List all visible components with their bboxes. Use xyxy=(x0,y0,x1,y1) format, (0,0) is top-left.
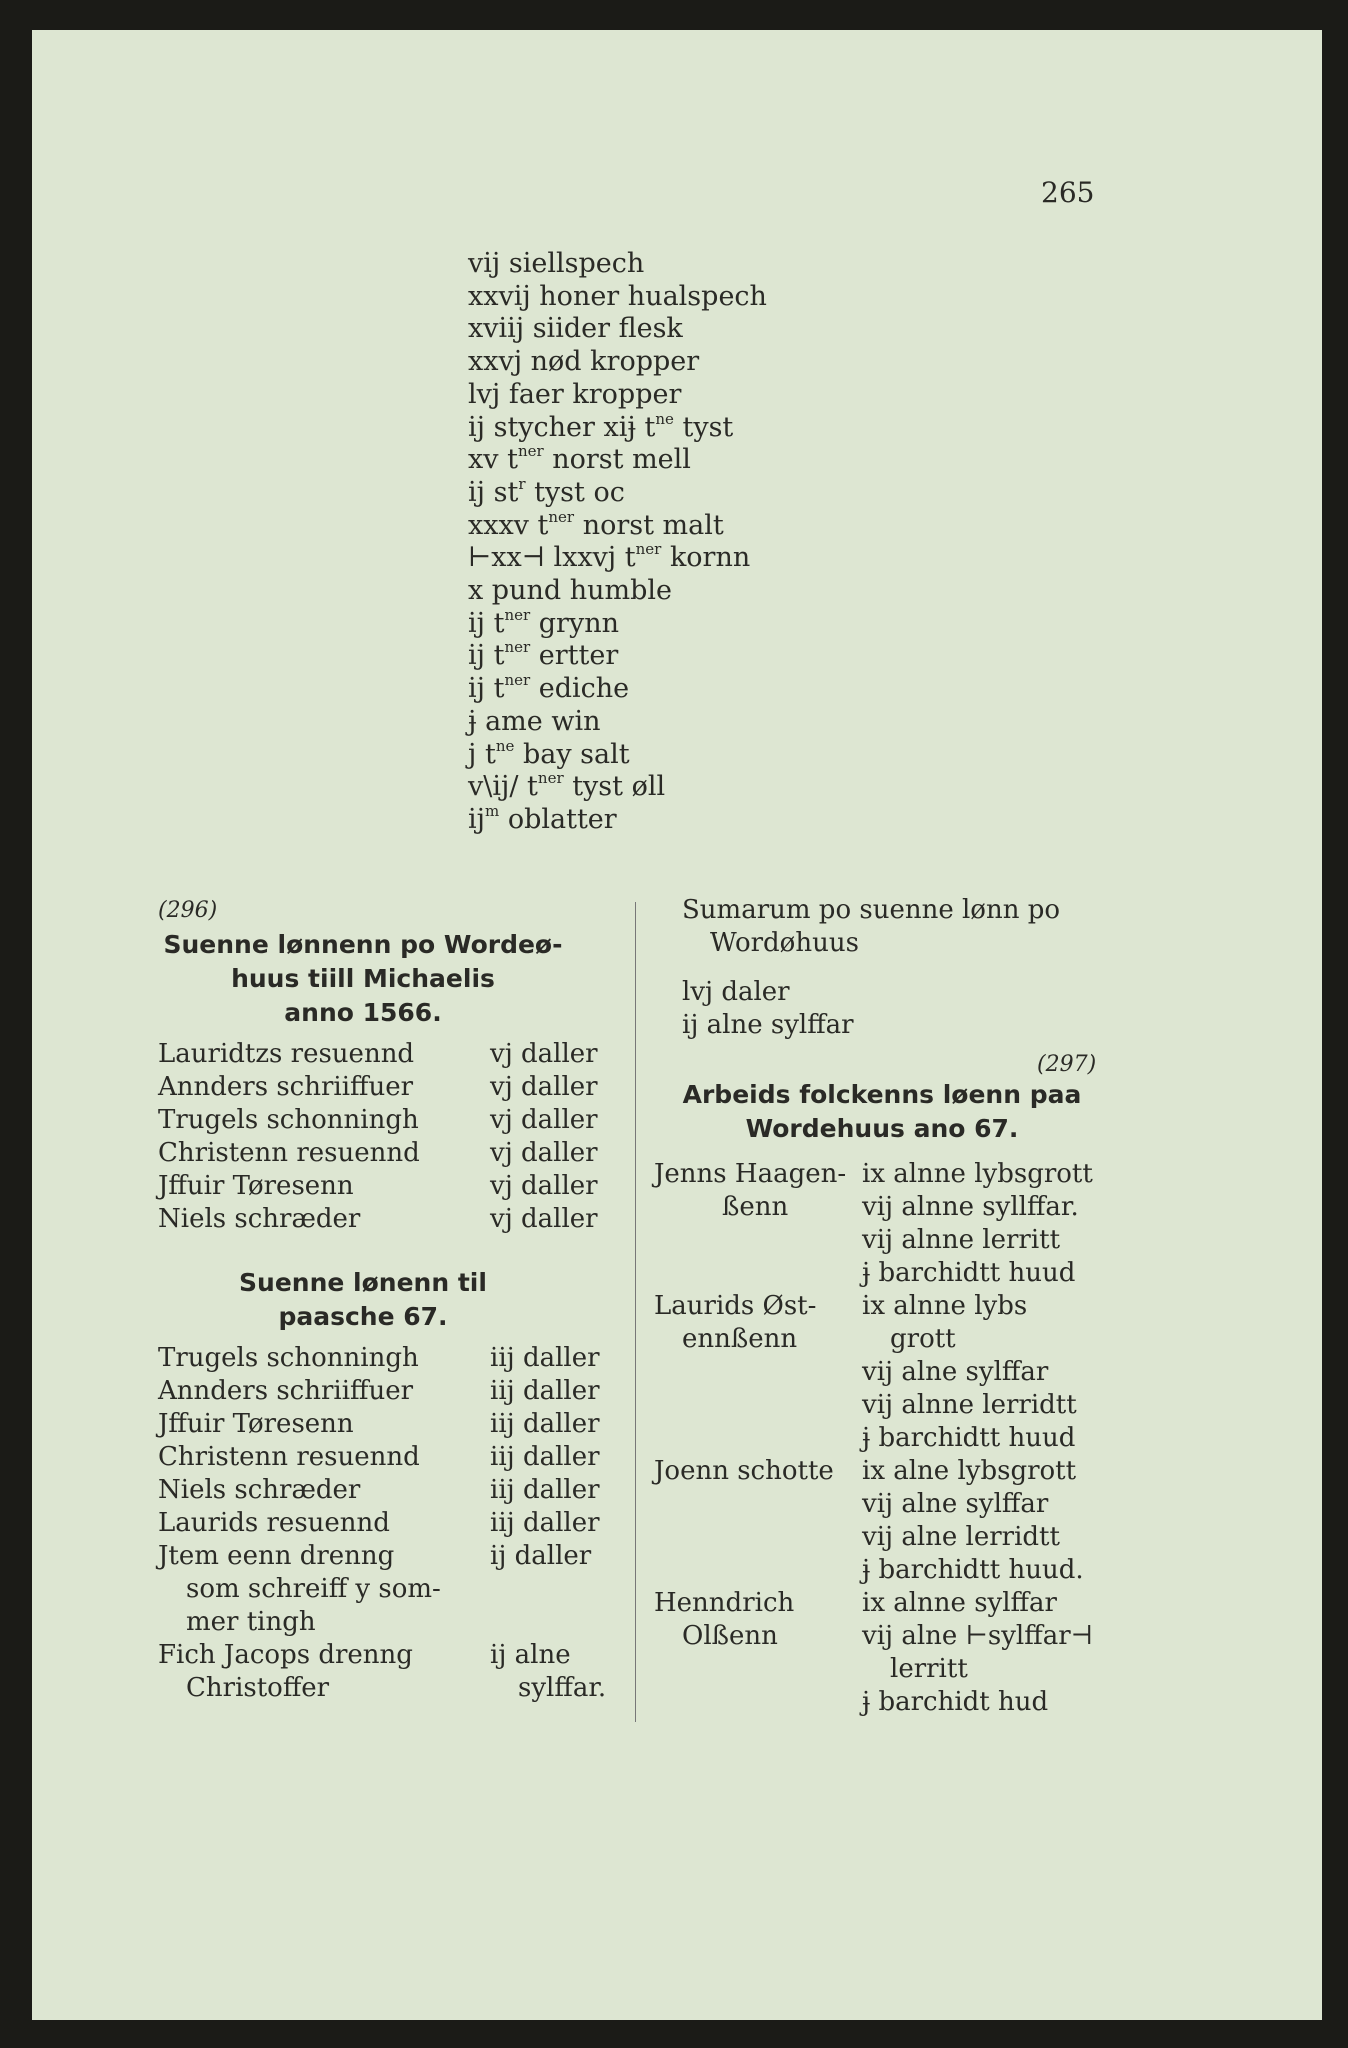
wage-name: Lauridtzs resuennd xyxy=(158,1039,415,1069)
worker-name: Henndrich xyxy=(654,1588,795,1618)
heading-line: Arbeids folckenns løenn paa xyxy=(682,1080,1082,1109)
worker-item: vij alne lerridtt xyxy=(862,1522,1060,1552)
wage-name: Niels schræder xyxy=(158,1204,361,1234)
worker-item: ɉ barchidtt huud xyxy=(862,1423,1076,1453)
fich-line: Christoffer xyxy=(186,1673,330,1703)
heading-line: Suenne lønnenn po Wordeø- xyxy=(163,930,563,959)
wage-amount: vj daller xyxy=(490,1171,598,1201)
item-line: Jtem eenn drenng xyxy=(158,1541,395,1571)
column-divider xyxy=(635,902,636,1722)
worker-item: vij alne ⊢sylffar⊣ xyxy=(862,1621,1094,1651)
worker-item: ix alne lybsgrott xyxy=(862,1456,1077,1486)
wage-amount: vj daller xyxy=(490,1138,598,1168)
wage-name: Annders schriiffuer xyxy=(158,1072,414,1102)
wage-amount: iij daller xyxy=(490,1475,600,1505)
entry-ref-297: (297) xyxy=(1037,1052,1097,1077)
section-heading-workers xyxy=(647,1078,1117,1146)
worker-item: vij alnne lerridtt xyxy=(862,1390,1077,1420)
sum-item: lvj daler xyxy=(682,977,790,1007)
worker-item: ɉ barchidtt huud xyxy=(862,1258,1076,1288)
worker-item: vij alne sylffar xyxy=(862,1357,1049,1387)
heading-line: paasche 67. xyxy=(278,1302,448,1331)
fich-line: Fich Jacops drenng xyxy=(158,1640,413,1670)
list-item: ⊢xx⊣ lxxvj $t^{ner}$ kornn xyxy=(468,540,751,574)
worker-name: Olßenn xyxy=(682,1621,778,1651)
worker-name: Jenns Haagen- xyxy=(654,1159,847,1189)
document-page xyxy=(32,30,1322,2020)
provisions-list xyxy=(468,248,767,837)
wage-amount: iij daller xyxy=(490,1409,600,1439)
heading-line: anno 1566. xyxy=(284,998,442,1027)
wage-name: Jffuir Tøresenn xyxy=(158,1409,354,1439)
worker-name: ßenn xyxy=(722,1192,789,1222)
worker-item: vij alnne lerritt xyxy=(862,1225,1061,1255)
item-line: som schreiff y som- xyxy=(186,1574,441,1604)
heading-line: huus tiill Michaelis xyxy=(231,964,495,993)
wage-amount: vj daller xyxy=(490,1105,598,1135)
list-item: $ij^m$ oblatter xyxy=(468,801,617,835)
wage-name: Christenn resuennd xyxy=(158,1442,420,1472)
worker-item: vij alnne syllffar. xyxy=(862,1192,1079,1222)
worker-name: Laurids Øst- xyxy=(654,1291,817,1321)
list-item: xxvij honer hualspech xyxy=(468,280,767,312)
entry-ref-296: (296) xyxy=(158,898,218,923)
section-heading-wages xyxy=(158,928,568,1030)
page-number: 265 xyxy=(1041,176,1095,209)
wage-amount: vj daller xyxy=(490,1204,598,1234)
wage-name: Christenn resuennd xyxy=(158,1138,420,1168)
list-item: ij $t^{ner}$ ertter xyxy=(468,638,619,672)
list-item: xxvj nød kropper xyxy=(468,346,700,378)
wage-amount: vj daller xyxy=(490,1039,598,1069)
wage-name: Niels schræder xyxy=(158,1475,361,1505)
list-item: xviij siider flesk xyxy=(468,313,683,345)
list-item: ij $st^r$ tyst oc xyxy=(468,474,625,508)
wage-amount: iij daller xyxy=(490,1442,600,1472)
list-item: ij stycher xiɉ $t^{ne}$ tyst xyxy=(468,409,734,443)
list-item: vij siellspech xyxy=(468,248,645,279)
item-line: mer tingh xyxy=(186,1607,316,1637)
wage-amount: iij daller xyxy=(490,1508,600,1538)
list-item: ɉ ame win xyxy=(468,705,601,737)
list-item: x pund humble xyxy=(468,575,673,607)
list-item: v\ij/ $t^{ner}$ tyst øll xyxy=(468,769,666,803)
wage-name: Trugels schonningh xyxy=(158,1343,419,1373)
worker-name: Joenn schotte xyxy=(654,1456,834,1486)
wage-amount: iij daller xyxy=(490,1343,600,1373)
worker-name: ennßenn xyxy=(682,1324,798,1354)
list-item: xxxv $t^{ner}$ norst malt xyxy=(468,507,724,541)
sum-line: Sumarum po suenne lønn po xyxy=(682,895,1061,925)
sum-line: Wordøhuus xyxy=(710,928,859,958)
worker-item: lerritt xyxy=(890,1654,968,1684)
worker-item: ɉ barchidtt huud. xyxy=(862,1555,1084,1585)
list-item: xv $t^{ner}$ norst mell xyxy=(468,442,691,476)
worker-item: ix alnne lybs xyxy=(862,1291,1028,1321)
worker-item: ɉ barchidt hud xyxy=(862,1687,1049,1717)
list-item: ij $t^{ner}$ ediche xyxy=(468,671,630,705)
heading-line: Wordehuus ano 67. xyxy=(745,1114,1019,1143)
wage-name: Trugels schonningh xyxy=(158,1105,419,1135)
wage-amount: vj daller xyxy=(490,1072,598,1102)
worker-item: ix alnne lybsgrott xyxy=(862,1159,1093,1189)
wage-name: Jffuir Tøresenn xyxy=(158,1171,354,1201)
item-amount: ij daller xyxy=(490,1541,592,1571)
fich-amount: sylffar. xyxy=(518,1673,607,1703)
wage-name: Laurids resuennd xyxy=(158,1508,390,1538)
wage-amount: iij daller xyxy=(490,1376,600,1406)
section-heading-easter xyxy=(158,1266,568,1334)
list-item: ij $t^{ner}$ grynn xyxy=(468,605,619,639)
fich-amount: ij alne xyxy=(490,1640,571,1670)
sum-item: ij alne sylffar xyxy=(682,1010,854,1040)
list-item: lvj faer kropper xyxy=(468,378,682,410)
worker-item: grott xyxy=(890,1324,956,1354)
list-item: j $t^{ne}$ bay salt xyxy=(468,736,630,770)
wage-name: Annders schriiffuer xyxy=(158,1376,414,1406)
heading-line: Suenne lønenn til xyxy=(239,1268,487,1297)
worker-item: ix alnne sylffar xyxy=(862,1588,1057,1618)
worker-item: vij alne sylffar xyxy=(862,1489,1049,1519)
